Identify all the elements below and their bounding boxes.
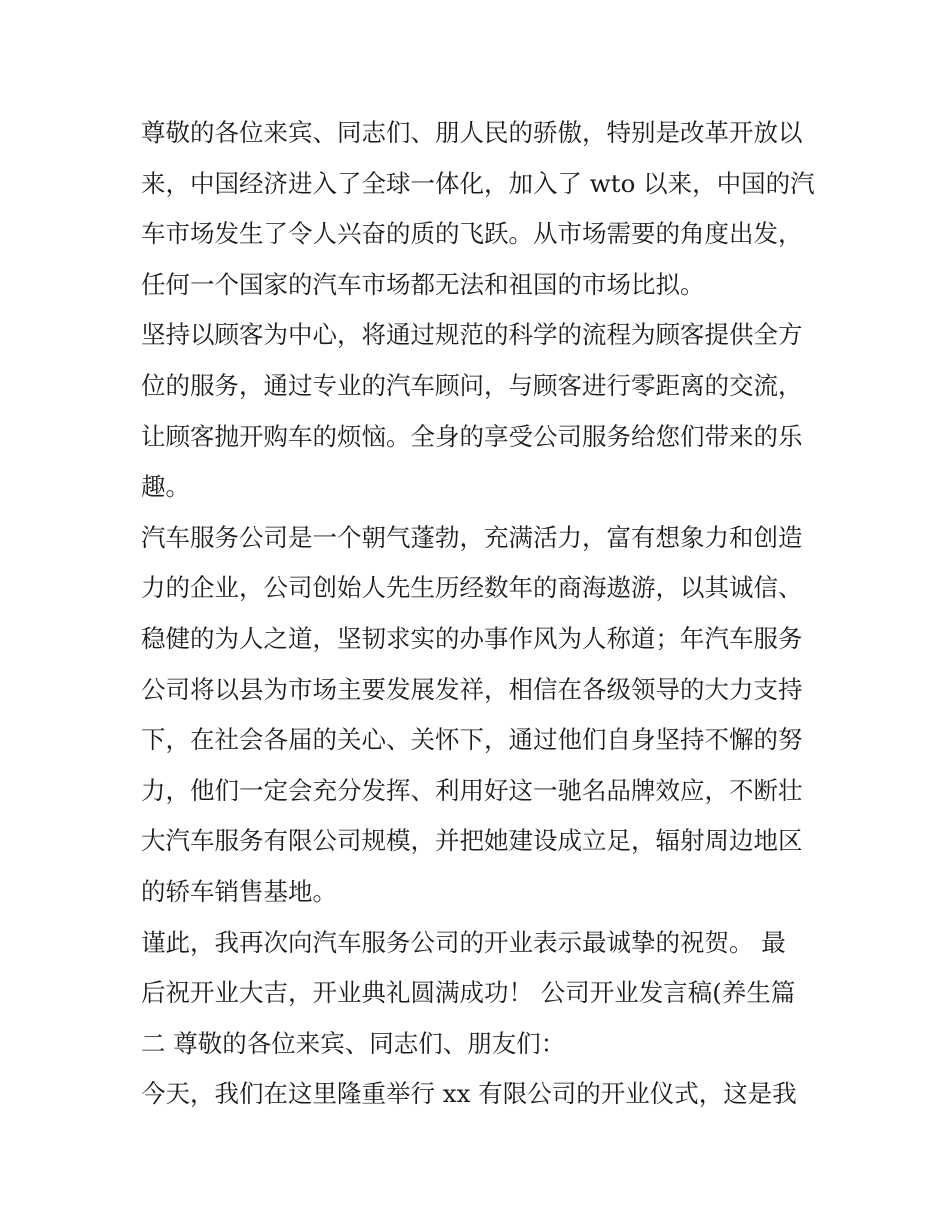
document-body xyxy=(141,108,821,1120)
text-line: 位的服务，通过专业的汽车顾问，与顾客进行零距离的交流， xyxy=(141,370,803,400)
text-line: 力的企业，公司创始人先生历经数年的商海遨游，以其诚信、 xyxy=(141,573,803,603)
text-line: 坚持以顾客为中心，将通过规范的科学的流程为顾客提供全方 xyxy=(141,320,803,350)
text-line: 公司将以县为市场主要发展发祥，相信在各级领导的大力支持 xyxy=(141,674,803,704)
text-line: 汽车服务公司是一个朝气蓬勃，充满活力，富有想象力和创造 xyxy=(141,522,803,552)
text-line: 大汽车服务有限公司规模，并把她建设成立足，辐射周边地区 xyxy=(141,826,803,856)
text-line: 力，他们一定会充分发挥、利用好这一驰名品牌效应，不断壮 xyxy=(141,775,803,805)
text-line: 任何一个国家的汽车市场都无法和祖国的市场比拟。 xyxy=(141,269,705,299)
text-line: 下，在社会各届的关心、关怀下，通过他们自身坚持不懈的努 xyxy=(141,725,803,755)
text-line: 稳健的为人之道，坚韧求实的办事作风为人称道；年汽车服务 xyxy=(141,623,803,653)
text-line: 后祝开业大吉，开业典礼圆满成功！ 公司开业发言稿(养生篇 xyxy=(141,978,796,1008)
text-line: 尊敬的各位来宾、同志们、朋人民的骄傲，特别是改革开放以 xyxy=(141,118,803,147)
text-line: 趣。 xyxy=(141,472,190,502)
text-line: 的轿车销售基地。 xyxy=(141,876,337,906)
text-line: 二 尊敬的各位来宾、同志们、朋友们： xyxy=(141,1028,566,1058)
text-line: 车市场发生了令人兴奋的质的飞跃。从市场需要的角度出发， xyxy=(141,219,803,249)
text-line: 今天，我们在这里隆重举行 xx 有限公司的开业仪式，这是我 xyxy=(141,1079,797,1109)
text-line: 谨此，我再次向汽车服务公司的开业表示最诚挚的祝贺。 最 xyxy=(141,927,786,957)
text-line: 来，中国经济进入了全球一体化，加入了 wto 以来，中国的汽 xyxy=(141,168,815,198)
text-line: 让顾客抛开购车的烦恼。全身的享受公司服务给您们带来的乐 xyxy=(141,421,803,451)
